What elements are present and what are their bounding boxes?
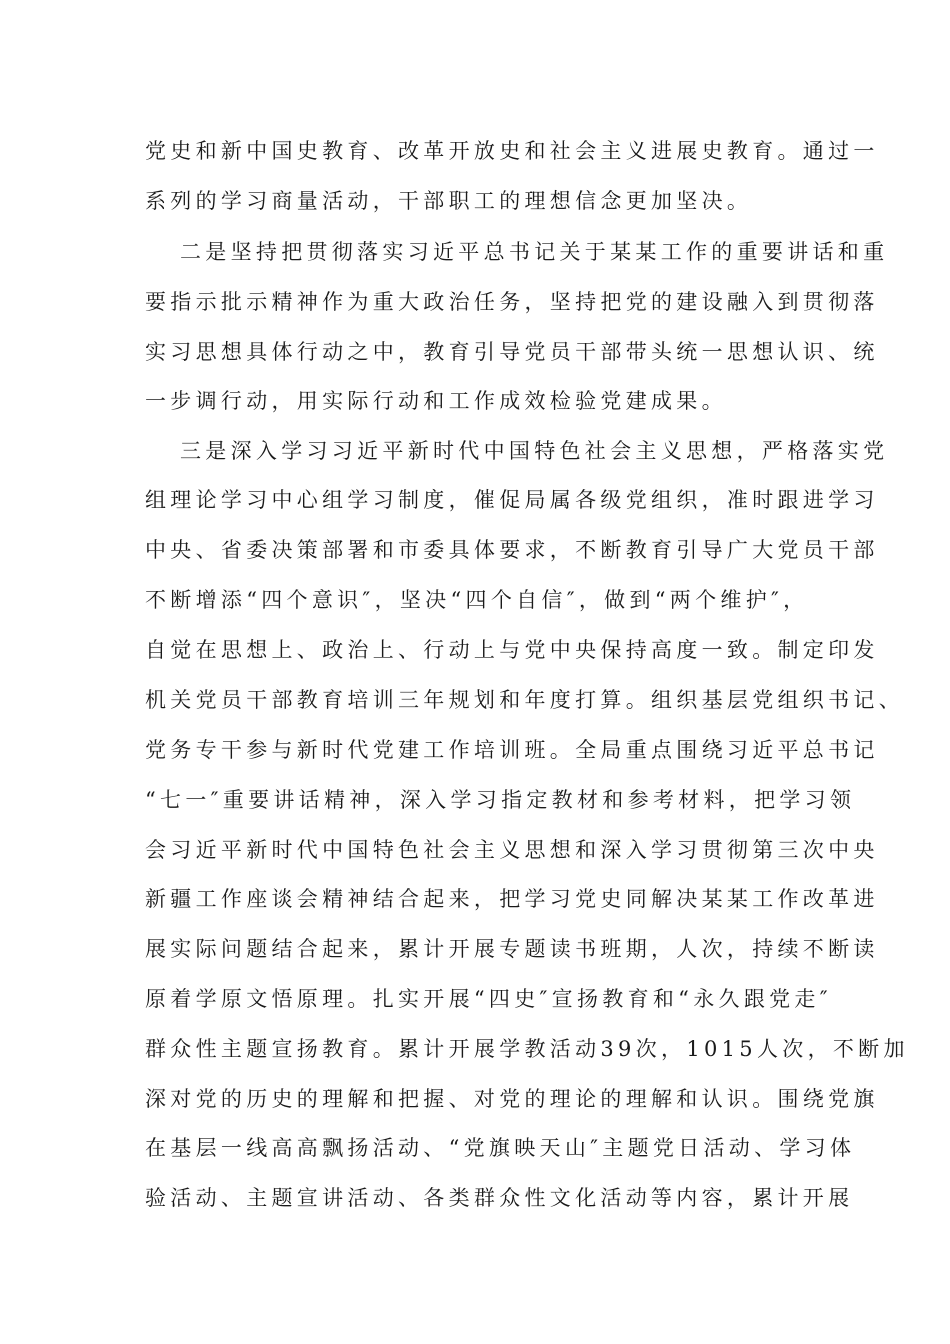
text-line: 中央、省委决策部署和市委具体要求，不断教育引导广大党员干部 <box>145 538 879 562</box>
text-line: 要指示批示精神作为重大政治任务，坚持把党的建设融入到贯彻落 <box>145 290 879 314</box>
text-line: 机关党员干部教育培训三年规划和年度打算。组织基层党组织书记、 <box>145 688 904 712</box>
text-line: 原着学原文悟原理。扎实开展“四史″宣扬教育和“永久跟党走″ <box>145 987 832 1011</box>
text-line: 组理论学习中心组学习制度，催促局属各级党组织，准时跟进学习 <box>145 488 879 512</box>
text-line: 党史和新中国史教育、改革开放史和社会主义进展史教育。通过一 <box>145 139 879 163</box>
text-line: 群众性主题宣扬教育。累计开展学教活动39次，1015人次，不断加 <box>145 1037 909 1061</box>
text-line: 系列的学习商量活动，干部职工的理想信念更加坚决。 <box>145 189 753 213</box>
paragraph-start-line: 二是坚持把贯彻落实习近平总书记关于某某工作的重要讲话和重 <box>180 240 889 264</box>
text-line: 不断增添“四个意识″，坚决“四个自信″，做到“两个维护″， <box>145 588 809 612</box>
text-line: 自觉在思想上、政治上、行动上与党中央保持高度一致。制定印发 <box>145 638 879 662</box>
text-line: 深对党的历史的理解和把握、对党的理论的理解和认识。围绕党旗 <box>145 1087 879 1111</box>
text-line: 实习思想具体行动之中，教育引导党员干部带头统一思想认识、统 <box>145 340 879 364</box>
text-line: 在基层一线高高飘扬活动、“党旗映天山″主题党日活动、学习体 <box>145 1136 856 1160</box>
paragraph-start-line: 三是深入学习习近平新时代中国特色社会主义思想，严格落实党 <box>180 439 889 463</box>
text-line: 一步调行动，用实际行动和工作成效检验党建成果。 <box>145 389 727 413</box>
text-line: 党务专干参与新时代党建工作培训班。全局重点围绕习近平总书记 <box>145 738 879 762</box>
text-line: “七一″重要讲话精神，深入学习指定教材和参考材料，把学习领 <box>145 788 856 812</box>
text-line: 新疆工作座谈会精神结合起来，把学习党史同解决某某工作改革进 <box>145 887 879 911</box>
text-line: 会习近平新时代中国特色社会主义思想和深入学习贯彻第三次中央 <box>145 838 879 862</box>
text-line: 验活动、主题宣讲活动、各类群众性文化活动等内容，累计开展 <box>145 1186 854 1210</box>
text-line: 展实际问题结合起来，累计开展专题读书班期，人次，持续不断读 <box>145 937 879 961</box>
